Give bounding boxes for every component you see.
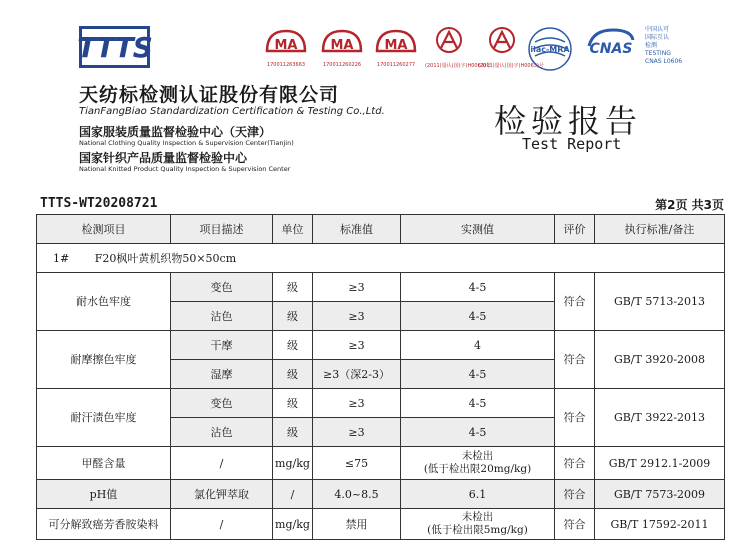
desc-cell: 干摩: [171, 331, 273, 360]
sample-row: [37, 244, 725, 273]
ilac-mra-icon: [527, 26, 573, 72]
eval-cell: 符合: [555, 447, 595, 480]
cma-icon: [319, 26, 365, 56]
company-logo: TTTS: [79, 26, 150, 68]
value-cell: 4-5: [401, 360, 555, 389]
cma-mark-3: [372, 26, 420, 68]
table-row: [37, 273, 725, 302]
standard-cell: GB/T 5713-2013: [595, 273, 725, 331]
table-row: [37, 480, 725, 509]
limit-cell: ≥3（深2-3）: [313, 360, 401, 389]
header-evaluation: 评价: [555, 215, 595, 244]
item-formaldehyde: 甲醛含量: [37, 447, 171, 480]
limit-cell: 4.0~8.5: [313, 480, 401, 509]
cnas-mark: [583, 26, 639, 70]
limit-cell: 禁用: [313, 509, 401, 540]
unit-cell: 级: [273, 360, 313, 389]
item-ph: pH值: [37, 480, 171, 509]
table-header-row: [37, 215, 725, 244]
svg-text:MA: MA: [384, 38, 408, 53]
cma-icon: [373, 26, 419, 56]
standard-cell: GB/T 3922-2013: [595, 389, 725, 447]
unit-cell: mg/kg: [273, 447, 313, 480]
limit-cell: ≤75: [313, 447, 401, 480]
cal-number: (2011)量认(国)字(H0063)号: [425, 63, 491, 69]
center1-name-en: National Clothing Quality Inspection & Supervision Center(Tianjin): [79, 139, 294, 147]
sample-index: 1#: [53, 251, 70, 265]
item-perspiration-fastness: 耐汗渍色牢度: [37, 389, 171, 447]
eval-cell: 符合: [555, 389, 595, 447]
desc-cell: 湿摩: [171, 360, 273, 389]
report-title-cn: 检验报告: [494, 102, 643, 140]
standard-cell: GB/T 2912.1-2009: [595, 447, 725, 480]
value-cell: 4: [401, 331, 555, 360]
value-cell: 4-5: [401, 273, 555, 302]
eval-cell: 符合: [555, 273, 595, 331]
value-cell: 未检出 (低于检出限20mg/kg): [401, 447, 555, 480]
value-cell: 4-5: [401, 389, 555, 418]
standard-cell: GB/T 3920-2008: [595, 331, 725, 389]
sample-cell: [37, 244, 725, 273]
desc-cell: /: [171, 447, 273, 480]
table-row: [37, 331, 725, 360]
cma-number: 170011260277: [376, 62, 416, 68]
limit-cell: ≥3: [313, 273, 401, 302]
report-title-en: Test Report: [522, 135, 622, 153]
center1-name-cn: 国家服装质量监督检验中心（天津）: [79, 125, 272, 139]
table-row: [37, 389, 725, 418]
desc-cell: 氯化钾萃取: [171, 480, 273, 509]
table-row: [37, 509, 725, 540]
cal-number: (2011)量认(国)字(H0063)号: [478, 63, 544, 69]
cal-icon: [479, 26, 525, 56]
cal-icon: [426, 26, 472, 56]
table-row: [37, 447, 725, 480]
unit-cell: 级: [273, 273, 313, 302]
header-limit: 标准值: [313, 215, 401, 244]
item-aromatic-amine: 可分解致癌芳香胺染料: [37, 509, 171, 540]
standard-cell: GB/T 7573-2009: [595, 480, 725, 509]
cma-mark-1: [262, 26, 310, 68]
header-result: 实测值: [401, 215, 555, 244]
ilac-mra-mark: [527, 26, 573, 76]
cnas-info: 中国认可 国际互认 检测 TESTING CNAS L0606: [645, 26, 683, 65]
svg-text:CNAS: CNAS: [589, 41, 633, 57]
value-cell: 6.1: [401, 480, 555, 509]
results-table: [36, 214, 725, 540]
cma-number: 170011263663: [266, 62, 306, 68]
report-number: TTTS-WT20208721: [40, 196, 158, 211]
header-unit: 单位: [273, 215, 313, 244]
unit-cell: 级: [273, 302, 313, 331]
page-indicator: 第2页 共3页: [655, 198, 724, 212]
svg-text:MA: MA: [330, 38, 354, 53]
eval-cell: 符合: [555, 331, 595, 389]
value-cell: 4-5: [401, 418, 555, 447]
unit-cell: 级: [273, 389, 313, 418]
desc-cell: 变色: [171, 273, 273, 302]
standard-cell: GB/T 17592-2011: [595, 509, 725, 540]
cal-mark-2: [478, 26, 544, 69]
eval-cell: 符合: [555, 480, 595, 509]
value-cell: 未检出 (低于检出限5mg/kg): [401, 509, 555, 540]
eval-cell: 符合: [555, 509, 595, 540]
org-name-cn: 天纺标检测认证股份有限公司: [79, 84, 340, 106]
desc-cell: 变色: [171, 389, 273, 418]
cma-icon: [263, 26, 309, 56]
desc-cell: /: [171, 509, 273, 540]
item-rubbing-fastness: 耐摩擦色牢度: [37, 331, 171, 389]
unit-cell: 级: [273, 418, 313, 447]
cma-mark-2: [318, 26, 366, 68]
unit-cell: /: [273, 480, 313, 509]
limit-cell: ≥3: [313, 389, 401, 418]
header-standard: 执行标准/备注: [595, 215, 725, 244]
svg-text:ilac-MRA: ilac-MRA: [530, 45, 570, 54]
header-test-item: 检测项目: [37, 215, 171, 244]
center2-name-cn: 国家针织产品质量监督检验中心: [79, 151, 248, 165]
desc-cell: 沾色: [171, 302, 273, 331]
header-description: 项目描述: [171, 215, 273, 244]
unit-cell: 级: [273, 331, 313, 360]
sample-description: F20枫叶黄机织物50×50cm: [94, 251, 237, 265]
cnas-icon: [583, 26, 639, 66]
item-water-fastness: 耐水色牢度: [37, 273, 171, 331]
center2-name-en: National Knitted Product Quality Inspection & Supervision Center: [79, 165, 291, 173]
desc-cell: 沾色: [171, 418, 273, 447]
limit-cell: ≥3: [313, 302, 401, 331]
limit-cell: ≥3: [313, 418, 401, 447]
unit-cell: mg/kg: [273, 509, 313, 540]
org-name-en: TianFangBiao Standardization Certification & Testing Co.,Ltd.: [79, 106, 385, 117]
svg-text:MA: MA: [274, 38, 298, 53]
cma-number: 170011260226: [322, 62, 362, 68]
value-cell: 4-5: [401, 302, 555, 331]
limit-cell: ≥3: [313, 331, 401, 360]
cal-mark-1: [425, 26, 491, 69]
